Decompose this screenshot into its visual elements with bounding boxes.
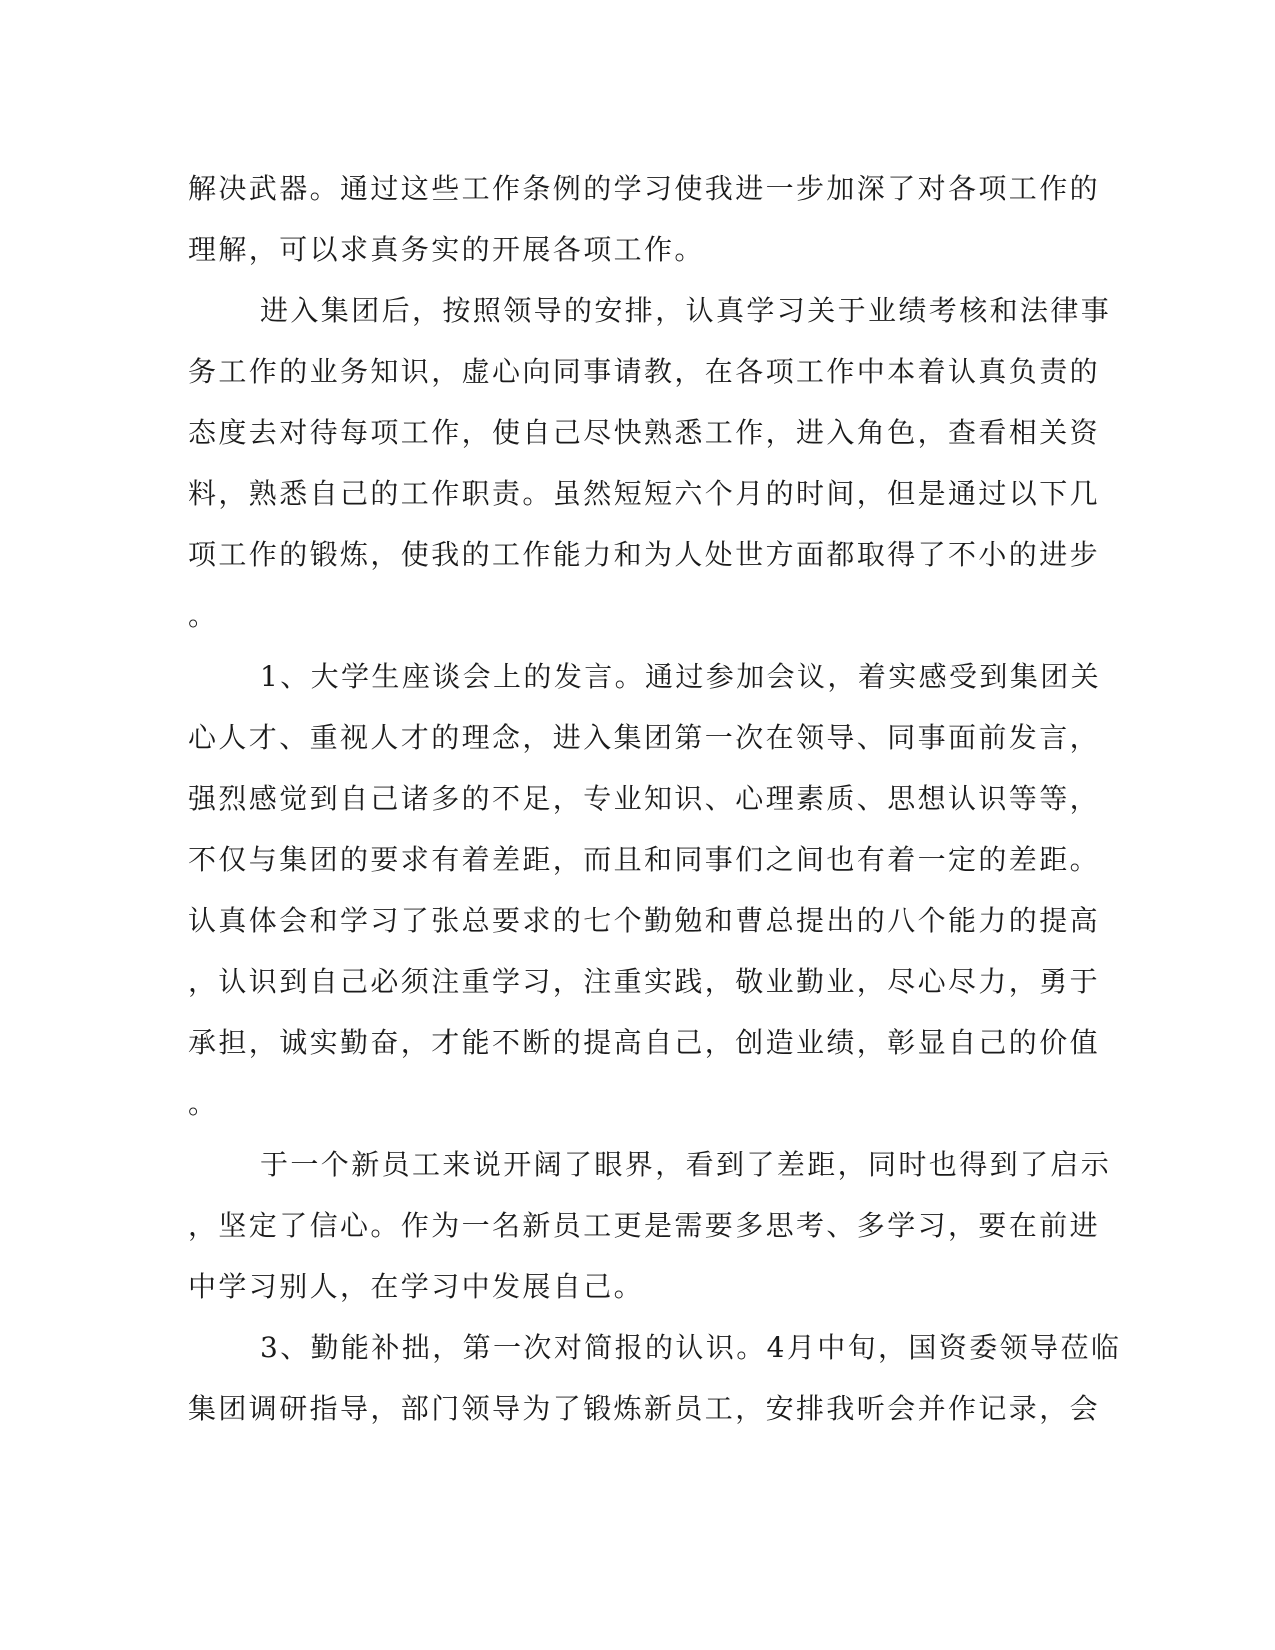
text-line: 。	[188, 599, 219, 632]
paragraph-start-line: 进入集团后，按照领导的安排，认真学习关于业绩考核和法律事	[260, 294, 1112, 327]
text-line: 不仅与集团的要求有着差距，而且和同事们之间也有着一定的差距。	[188, 843, 1101, 876]
paragraph-start-line: 于一个新员工来说开阔了眼界，看到了差距，同时也得到了启示	[260, 1148, 1112, 1181]
text-line: ，认识到自己必须注重学习，注重实践，敬业勤业，尽心尽力，勇于	[188, 965, 1101, 998]
text-line: ，坚定了信心。作为一名新员工更是需要多思考、多学习，要在前进	[188, 1209, 1101, 1242]
text-line: 承担，诚实勤奋，才能不断的提高自己，创造业绩，彰显自己的价值	[188, 1026, 1101, 1059]
text-line: 料，熟悉自己的工作职责。虽然短短六个月的时间，但是通过以下几	[188, 477, 1101, 510]
paragraph-start-line: 3、勤能补拙，第一次对简报的认识。4月中旬，国资委领导莅临	[260, 1331, 1122, 1364]
text-line: 解决武器。通过这些工作条例的学习使我进一步加深了对各项工作的	[188, 172, 1101, 205]
text-line: 集团调研指导，部门领导为了锻炼新员工，安排我听会并作记录，会	[188, 1392, 1101, 1425]
text-line: 项工作的锻炼，使我的工作能力和为人处世方面都取得了不小的进步	[188, 538, 1101, 571]
text-line: 理解，可以求真务实的开展各项工作。	[188, 233, 705, 266]
text-line: 务工作的业务知识，虚心向同事请教，在各项工作中本着认真负责的	[188, 355, 1101, 388]
text-line: 认真体会和学习了张总要求的七个勤勉和曹总提出的八个能力的提高	[188, 904, 1101, 937]
document-body	[188, 158, 1122, 1439]
text-line: 。	[188, 1087, 219, 1120]
text-line: 强烈感觉到自己诸多的不足，专业知识、心理素质、思想认识等等，	[188, 782, 1101, 815]
paragraph-start-line: 1、大学生座谈会上的发言。通过参加会议，着实感受到集团关	[260, 660, 1102, 693]
text-line: 态度去对待每项工作，使自己尽快熟悉工作，进入角色，查看相关资	[188, 416, 1101, 449]
text-line: 中学习别人，在学习中发展自己。	[188, 1270, 645, 1303]
text-line: 心人才、重视人才的理念，进入集团第一次在领导、同事面前发言，	[188, 721, 1101, 754]
